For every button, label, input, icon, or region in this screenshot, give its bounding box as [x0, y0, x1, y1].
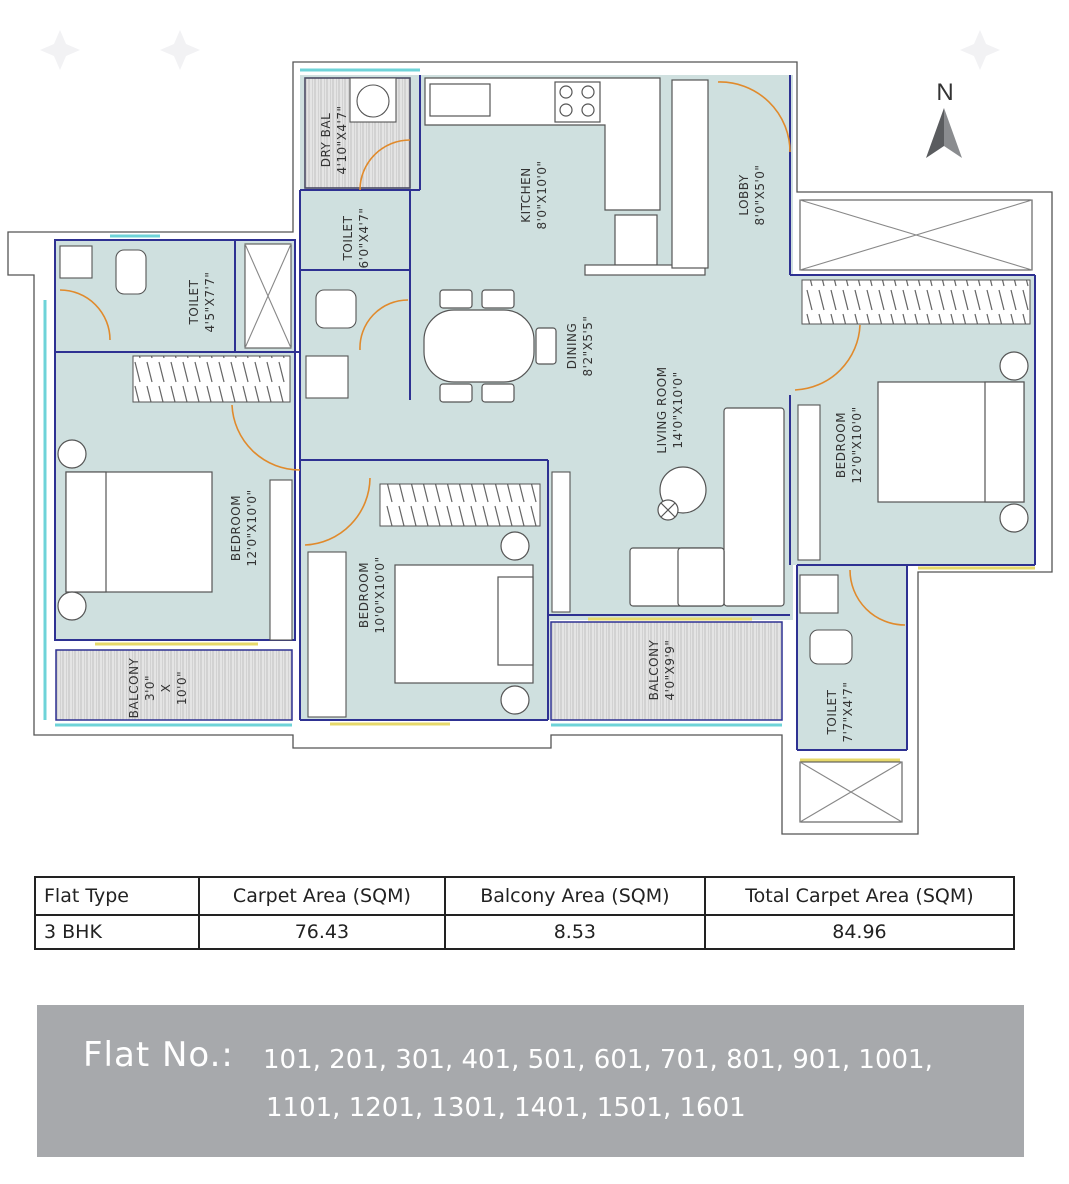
room-label-dining: DINING 8'2"X5'5"	[565, 315, 595, 377]
table-header-row	[35, 877, 1014, 915]
room-label-balcony-s: BALCONY 4'0"X9'9"	[647, 639, 677, 701]
cell-total-area: 84.96	[705, 915, 1014, 949]
room-label-toilet-a: TOILET 6'0"X4'7"	[341, 207, 371, 269]
header-carpet-area: Carpet Area (SQM)	[199, 877, 445, 915]
flat-numbers-label: Flat No.:	[83, 1035, 234, 1075]
header-flat-type: Flat Type	[35, 877, 199, 915]
header-total-area: Total Carpet Area (SQM)	[705, 877, 1014, 915]
room-label-bedroom-w: BEDROOM 12'0"X10'0"	[229, 489, 259, 567]
cell-balcony-area: 8.53	[445, 915, 705, 949]
room-label-toilet-c: TOILET 7'7"X4'7"	[825, 681, 855, 743]
room-label-kitchen: KITCHEN 8'0"X10'0"	[519, 160, 549, 230]
area-table	[34, 876, 1015, 950]
table-row	[35, 915, 1014, 949]
room-label-bedroom-e: BEDROOM 12'0"X10'0"	[834, 406, 864, 484]
north-arrow	[926, 79, 962, 158]
room-label-dry-bal: DRY BAL 4'10"X4'7"	[319, 105, 349, 175]
room-label-bedroom-s: BEDROOM 10'0"X10'0"	[357, 556, 387, 634]
header-balcony-area: Balcony Area (SQM)	[445, 877, 705, 915]
north-label: N	[936, 79, 954, 106]
room-label-toilet-b: TOILET 4'5"X7'7"	[187, 271, 217, 333]
room-label-balcony-w: BALCONY 3'0" X 10'0"	[127, 657, 189, 719]
cell-flat-type: 3 BHK	[35, 915, 199, 949]
cell-carpet-area: 76.43	[199, 915, 445, 949]
flat-numbers-line-1: 101, 201, 301, 401, 501, 601, 701, 801, 901, 1001,	[263, 1045, 933, 1075]
flat-numbers-panel	[37, 1005, 1024, 1157]
room-label-lobby: LOBBY 8'0"X5'0"	[737, 164, 767, 226]
room-label-living: LIVING ROOM 14'0"X10'0"	[655, 366, 685, 454]
flat-numbers-line-2: 1101, 1201, 1301, 1401, 1501, 1601	[266, 1093, 746, 1123]
